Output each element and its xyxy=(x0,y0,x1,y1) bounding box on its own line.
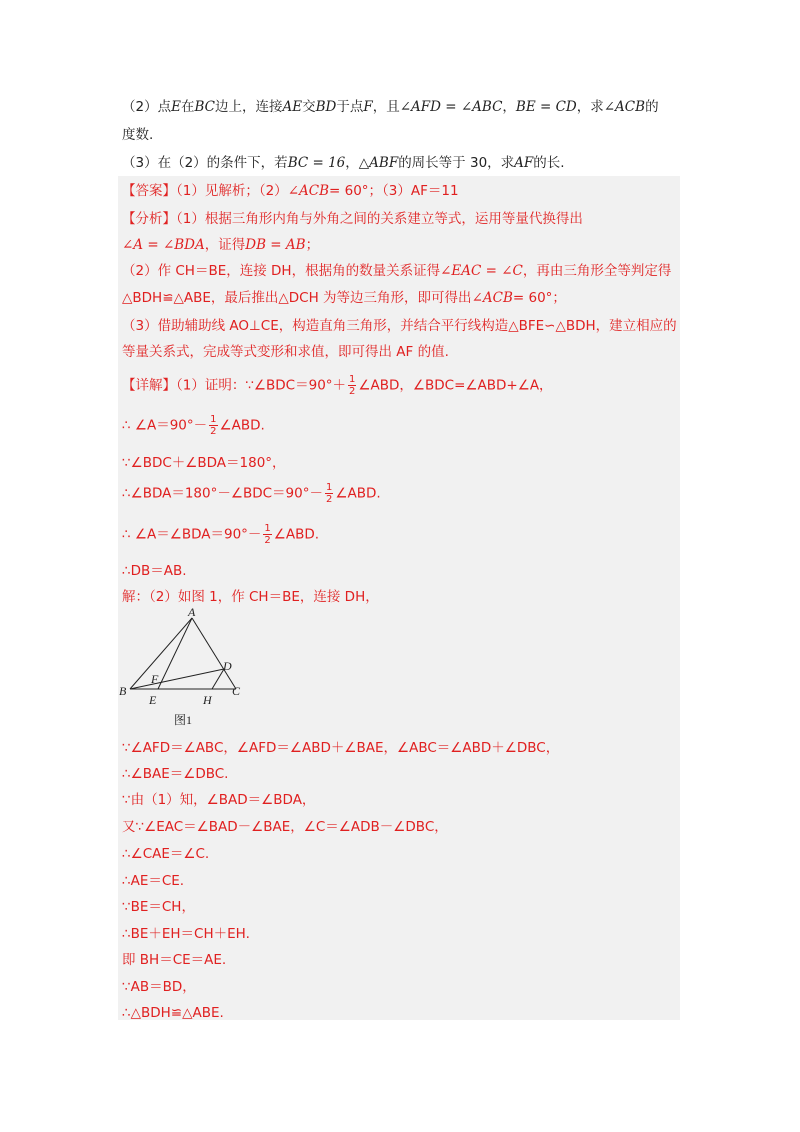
triangle-figure xyxy=(118,606,258,730)
detail-line-6: ∴DB＝AB. xyxy=(122,563,187,579)
analysis-line-3: （2）作 CH＝BE，连接 DH，根据角的数量关系证得∠EAC = ∠C，再由三角形全等判定得 xyxy=(122,263,672,279)
detail-line-7: 解：（2）如图 1，作 CH＝BE，连接 DH， xyxy=(122,589,379,605)
segment-ae xyxy=(158,618,192,689)
figure-caption: 图1 xyxy=(174,713,193,727)
detail-line-1: 【详解】（1）证明：∵∠BDC＝90°＋ $\frac{1}{2}$ ∠ABD，∠BDC=∠ABD+∠A， xyxy=(122,374,553,397)
answer-line: 【答案】（1）见解析；（2）∠ACB= 60°；（3）AF＝11 xyxy=(122,183,459,199)
analysis-line-2: ∠A = ∠BDA，证得DB = AB； xyxy=(122,237,320,253)
proof-line: ∵由（1）知，∠BAD＝∠BDA， xyxy=(122,792,316,808)
detail-line-2: ∴ ∠A＝90°－ $\frac{1}{2}$ ∠ABD. xyxy=(122,414,265,437)
analysis-line-1: 【分析】（1）根据三角形内角与外角之间的关系建立等式，运用等量代换得出 xyxy=(122,211,583,227)
fraction-half: $\frac{1}{2}$ xyxy=(264,523,271,546)
fraction-half: $\frac{1}{2}$ xyxy=(325,482,333,505)
analysis-line-5: （3）借助辅助线 AO⊥CE，构造直角三角形，并结合平行线构造△BFE∽△BDH，建立相应的 xyxy=(122,318,677,334)
proof-line: ∵∠AFD＝∠ABC，∠AFD＝∠ABD＋∠BAE，∠ABC＝∠ABD＋∠DBC， xyxy=(122,740,560,756)
proof-line: ∴∠BAE＝∠DBC. xyxy=(122,766,229,782)
label-d: D xyxy=(223,659,232,673)
fraction-half: $\frac{1}{2}$ xyxy=(210,414,217,437)
segment-ab xyxy=(130,618,192,689)
label-h: H xyxy=(203,693,212,707)
analysis-line-6: 等量关系式，完成等式变形和求值，即可得出 AF 的值. xyxy=(122,344,449,360)
fraction-half: $\frac{1}{2}$ xyxy=(349,374,356,397)
question-2-line-1: （2）点E在BC边上，连接AE交BD于点F，且∠AFD = ∠ABC，BE = CD，求∠ACB的 xyxy=(122,99,659,115)
proof-line: 即 BH＝CE＝AE. xyxy=(122,952,227,968)
label-f: F xyxy=(151,672,159,686)
label-b: B xyxy=(119,684,127,698)
proof-line: ∴∠CAE＝∠C. xyxy=(122,846,210,862)
proof-line: ∴BE＋EH＝CH＋EH. xyxy=(122,926,250,942)
question-3: （3）在（2）的条件下，若BC = 16，△ABF的周长等于 30，求AF的长. xyxy=(122,155,565,171)
proof-line: ∵BE＝CH， xyxy=(122,899,195,915)
segment-bd xyxy=(130,669,224,689)
proof-line: ∴△BDH≌△ABE. xyxy=(122,1005,224,1021)
detail-line-5: ∴ ∠A＝∠BDA＝90°－ $\frac{1}{2}$ ∠ABD. xyxy=(122,523,320,546)
label-c: C xyxy=(232,684,241,698)
detail-line-3: ∵∠BDC＋∠BDA＝180°， xyxy=(122,455,286,471)
proof-line: ∴AE＝CE. xyxy=(122,873,185,889)
proof-line: 又∵∠EAC＝∠BAD－∠BAE，∠C＝∠ADB－∠DBC， xyxy=(122,819,448,835)
label-e: E xyxy=(149,693,157,707)
label-a: A xyxy=(188,606,196,619)
proof-line: ∵AB＝BD， xyxy=(122,979,196,995)
question-2-line-2: 度数. xyxy=(122,127,154,143)
segment-ac xyxy=(192,618,236,689)
detail-line-4: ∴∠BDA＝180°－∠BDC＝90°－ $\frac{1}{2}$ ∠ABD. xyxy=(122,482,381,505)
analysis-line-4: △BDH≌△ABE，最后推出△DCH 为等边三角形，即可得出∠ACB= 60°； xyxy=(122,290,566,306)
